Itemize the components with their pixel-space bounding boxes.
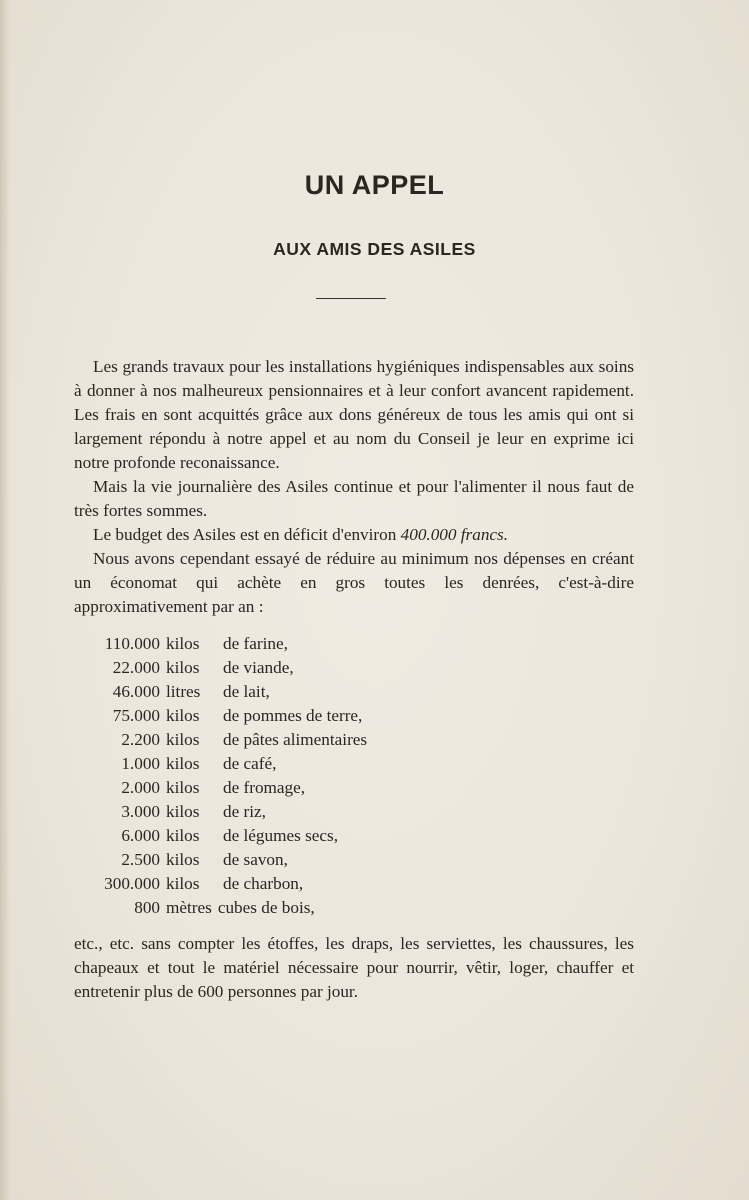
supply-quantity: 46.000 — [112, 682, 160, 701]
supply-unit: kilos — [166, 850, 200, 869]
supply-item: cubes de bois, — [217, 898, 315, 917]
budget-text: Le budget des Asiles est en déficit d'environ — [93, 525, 401, 544]
list-item — [74, 776, 634, 800]
list-item — [74, 680, 634, 704]
page-subtitle: AUX AMIS DES ASILES — [273, 239, 476, 259]
supply-unit: kilos — [166, 658, 200, 677]
article-body — [74, 355, 634, 1004]
budget-amount: 400.000 francs. — [400, 525, 509, 544]
list-item — [74, 704, 634, 728]
supply-unit: litres — [166, 682, 201, 701]
supply-unit: kilos — [166, 778, 200, 797]
list-item — [74, 656, 634, 680]
list-item — [74, 752, 634, 776]
supply-quantity: 3.000 — [121, 802, 160, 821]
list-item — [74, 632, 634, 656]
supply-item: de café, — [223, 754, 277, 773]
supply-item: de lait, — [223, 682, 270, 701]
paragraph-closing: etc., etc. sans compter les étoffes, les draps, les serviettes, les chaussures, les chapeaux et tout le matériel nécessaire pour nourrir, vêtir, loger, chauffer et entretenir plus de 600 personnes par jour. — [74, 934, 634, 1001]
list-item — [74, 872, 634, 896]
supply-item: de viande, — [223, 658, 294, 677]
supply-unit: kilos — [166, 754, 200, 773]
supplies-list — [74, 632, 634, 920]
supply-quantity: 2.200 — [121, 730, 160, 749]
list-item — [74, 848, 634, 872]
supply-quantity: 6.000 — [121, 826, 160, 845]
supply-quantity: 2.000 — [121, 778, 160, 797]
list-item — [74, 824, 634, 848]
supply-unit: kilos — [166, 730, 200, 749]
page-title: UN APPEL — [304, 170, 445, 200]
supply-unit: kilos — [166, 802, 200, 821]
list-item — [74, 896, 634, 920]
supply-unit: mètres — [166, 898, 212, 917]
supply-item: de farine, — [223, 634, 288, 653]
supply-quantity: 1.000 — [121, 754, 160, 773]
supply-item: de charbon, — [223, 874, 304, 893]
supply-unit: kilos — [166, 634, 200, 653]
paragraph-budget — [74, 523, 634, 547]
paragraph-intro: Les grands travaux pour les installations hygiéniques indispensables aux soins à donner à nos malheureux pensionnaires et à leur confort avancent rapidement. Les frais en sont acquittés grâce aux dons généreux de tous les amis qui ont si largement répondu à notre appel et au nom du Conseil je leur en exprime ici notre profonde reconaissance. — [74, 357, 634, 472]
supply-unit: kilos — [166, 826, 200, 845]
paragraph-economat: Nous avons cependant essayé de réduire au minimum nos dépenses en créant un économat qui achète en gros toutes les denrées, c'est-à-dire approximativement par an : — [74, 549, 634, 616]
supply-quantity: 300.000 — [104, 874, 160, 893]
supply-quantity: 110.000 — [104, 634, 160, 653]
title-divider — [316, 298, 386, 299]
supply-item: de légumes secs, — [223, 826, 339, 845]
supply-unit: kilos — [166, 874, 200, 893]
list-item — [74, 800, 634, 824]
supply-quantity: 75.000 — [112, 706, 160, 725]
paragraph-daily-life: Mais la vie journalière des Asiles continue et pour l'alimenter il nous faut de très fortes sommes. — [74, 477, 634, 520]
supply-quantity: 800 — [134, 898, 160, 917]
supply-item: de pâtes alimentaires — [223, 730, 368, 749]
supply-unit: kilos — [166, 706, 200, 725]
supply-item: de fromage, — [223, 778, 306, 797]
supply-quantity: 2.500 — [121, 850, 160, 869]
list-item — [74, 728, 634, 752]
supply-item: de pommes de terre, — [223, 706, 363, 725]
supply-item: de riz, — [223, 802, 266, 821]
supply-quantity: 22.000 — [112, 658, 160, 677]
supply-item: de savon, — [223, 850, 288, 869]
